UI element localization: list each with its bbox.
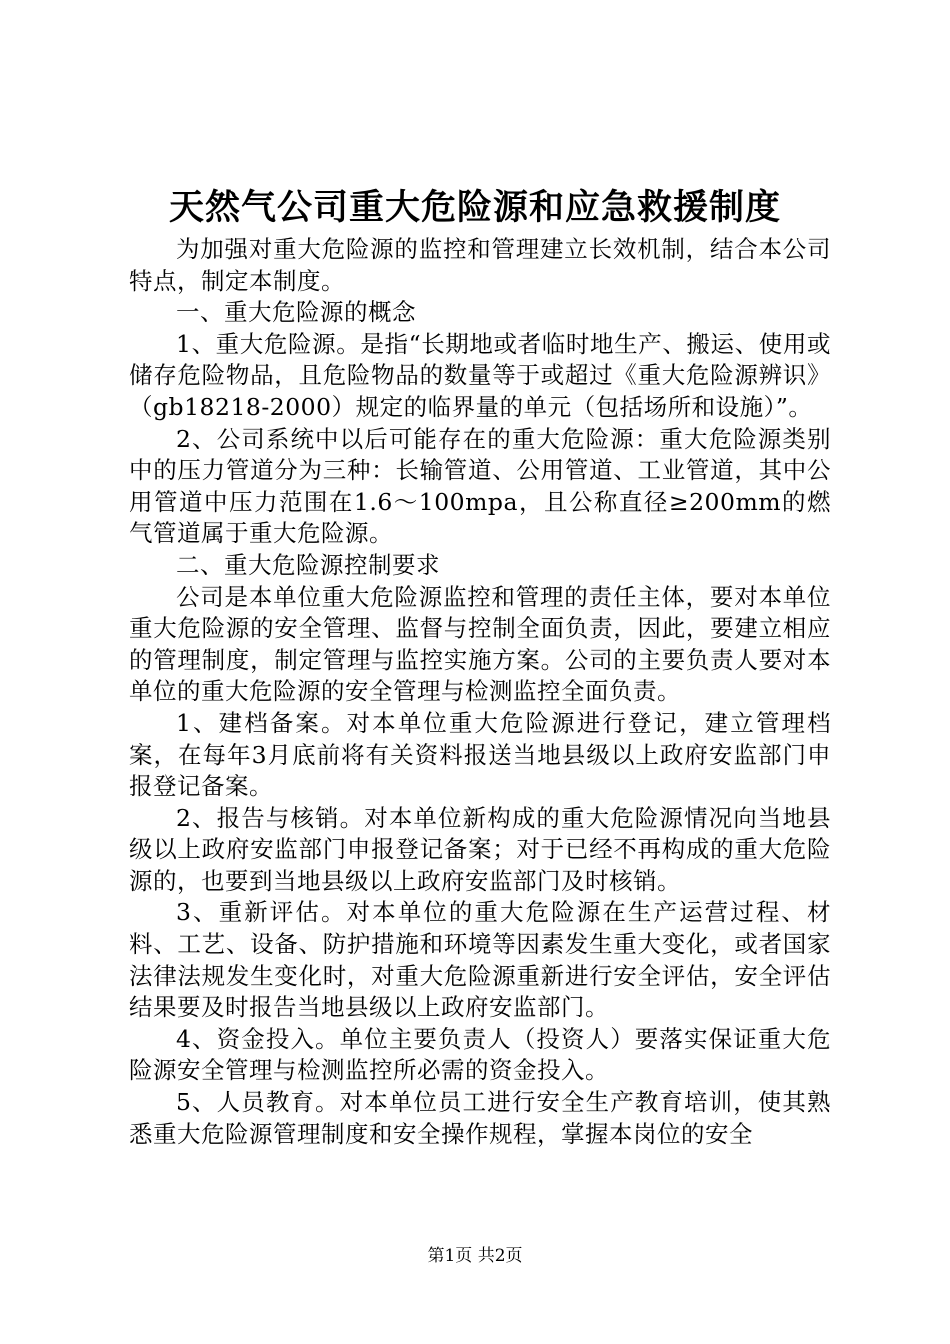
document-body <box>129 234 831 1150</box>
paragraph-funding: 4、资金投入。单位主要负责人（投资人）要落实保证重大危险源安全管理与检测监控所必需的资金投入。 <box>129 1024 831 1085</box>
paragraph-possible-sources: 2、公司系统中以后可能存在的重大危险源：重大危险源类别中的压力管道分为三种：长输管道、公用管道、工业管道，其中公用管道中压力范围在1.6～100mpa，且公称直径≥200mm的燃气管道属于重大危险源。 <box>129 424 831 548</box>
paragraph-training: 5、人员教育。对本单位员工进行安全生产教育培训，使其熟悉重大危险源管理制度和安全操作规程，掌握本岗位的安全 <box>129 1088 831 1148</box>
paragraph-reporting: 2、报告与核销。对本单位新构成的重大危险源情况向当地县级以上政府安监部门申报登记备案；对于已经不再构成的重大危险源的，也要到当地县级以上政府安监部门及时核销。 <box>129 803 831 895</box>
intro-paragraph: 为加强对重大危险源的监控和管理建立长效机制，结合本公司特点，制定本制度。 <box>129 235 831 295</box>
section-heading-control-requirements: 二、重大危险源控制要求 <box>176 550 440 579</box>
paragraph-reassessment: 3、重新评估。对本单位的重大危险源在生产运营过程、材料、工艺、设备、防护措施和环境等因素发生重大变化，或者国家法律法规发生变化时，对重大危险源重新进行安全评估，安全评估结果要及时报告当地县级以上政府安监部门。 <box>129 898 831 1022</box>
paragraph-responsibility: 公司是本单位重大危险源监控和管理的责任主体，要对本单位重大危险源的安全管理、监督与控制全面负责，因此，要建立相应的管理制度，制定管理与监控实施方案。公司的主要负责人要对本单位的重大危险源的安全管理与检测监控全面负责。 <box>129 582 831 706</box>
page-footer: 第1页 共2页 <box>427 1246 523 1266</box>
document-title: 天然气公司重大危险源和应急救援制度 <box>168 187 781 228</box>
paragraph-filing: 1、建档备案。对本单位重大危险源进行登记，建立管理档案，在每年3月底前将有关资料报送当地县级以上政府安监部门申报登记备案。 <box>129 708 831 801</box>
paragraph-definition: 1、重大危险源。是指“长期地或者临时地生产、搬运、使用或储存危险物品，且危险物品的数量等于或超过《重大危险源辨识》（gb18218-2000）规定的临界量的单元（包括场所和设施）”。 <box>129 329 831 421</box>
section-heading-concept: 一、重大危险源的概念 <box>176 298 416 327</box>
